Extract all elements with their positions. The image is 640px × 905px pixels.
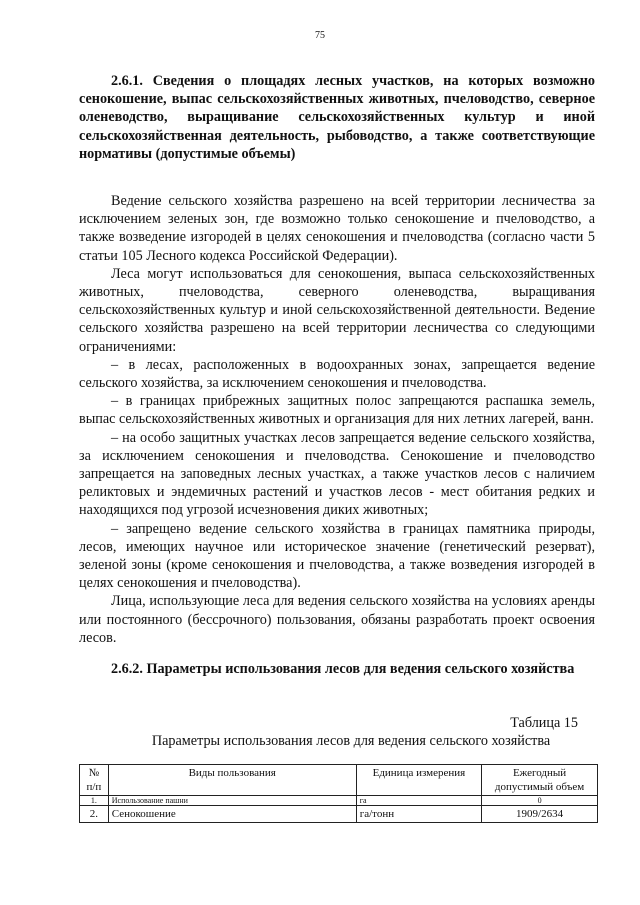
page-number: 75 xyxy=(315,30,325,41)
list-item: – запрещено ведение сельского хозяйства в границах памятника природы, лесов, имеющих научное или историческое значение (генетический резерват), зеленой зоны (кроме сенокошения и пчеловодства, а также возведения изгородей в целях сенокошения и пчеловодства). xyxy=(79,520,595,592)
list-item: – на особо защитных участках лесов запрещается ведение сельского хозяйства, за исключением сенокошения и пчеловодства. Сенокошение и пчеловодство запрещается на заповедных лесных участках, а также участков лесов с наличием реликтовых и эндемичных растений и участков лесов - мест обитания редких и находящихся под угрозой исчезновения диких животных; xyxy=(79,429,595,519)
header-unit: Единица измерения xyxy=(356,765,481,796)
paragraph: Ведение сельского хозяйства разрешено на всей территории лесничества за исключением зеленых зон, где возможно только сенокошение и пчеловодство, а также возведение изгородей в целях сенокошения и пчеловодства (согласно части 5 статьи 105 Лесного кодекса Российской Федерации). xyxy=(79,193,595,264)
section-heading-2-6-2: 2.6.2. Параметры использования лесов для ведения сельского хозяйства xyxy=(111,661,575,677)
table-header-row xyxy=(80,765,598,796)
header-type: Виды пользования xyxy=(108,765,356,796)
paragraph: Леса могут использоваться для сенокошения, выпаса сельскохозяйственных животных, пчеловодства, северного оленеводства, выращивания сельскохозяйственных культур и иной сельскохозяйственной деятельности. Ведение сельского хозяйства разрешено на всей территории лесничества со следующими ограничениями: xyxy=(79,265,595,355)
cell-volume: 0 xyxy=(482,796,598,806)
paragraph: Лица, использующие леса для ведения сельского хозяйства на условиях аренды или постоянного (бессрочного) пользования, обязаны разработать проект освоения лесов. xyxy=(79,593,595,646)
cell-type: Сенокошение xyxy=(108,806,356,823)
table-number: Таблица 15 xyxy=(510,715,578,731)
list-item: – в границах прибрежных защитных полос запрещаются распашка земель, выпас сельскохозяйственных животных и организация для них летних лагерей, ванн. xyxy=(79,393,595,428)
cell-volume: 1909/2634 xyxy=(482,806,598,823)
table-caption: Параметры использования лесов для ведения сельского хозяйства xyxy=(151,733,551,749)
table-row xyxy=(80,796,598,806)
cell-unit: га xyxy=(356,796,481,806)
header-num: № п/п xyxy=(80,765,109,796)
header-volume: Ежегодный допустимый объем xyxy=(482,765,598,796)
cell-type: Использование пашни xyxy=(108,796,356,806)
cell-num: 1. xyxy=(80,796,109,806)
section-body xyxy=(79,192,595,647)
cell-unit: га/тонн xyxy=(356,806,481,823)
parameters-table xyxy=(79,764,598,823)
section-heading-2-6-1: 2.6.1. Сведения о площадях лесных участков, на которых возможно сенокошение, выпас сельскохозяйственных животных, пчеловодство, северное оленеводство, выращивание сельскохозяйственных культур и иной сельскохозяйственная деятельность, рыбоводство, а также соответствующие нормативы (допустимые объемы) xyxy=(79,73,595,162)
list-item: – в лесах, расположенных в водоохранных зонах, запрещается ведение сельского хозяйства, за исключением сенокошения и пчеловодства. xyxy=(79,356,595,392)
cell-num: 2. xyxy=(80,806,109,823)
table-row xyxy=(80,806,598,823)
